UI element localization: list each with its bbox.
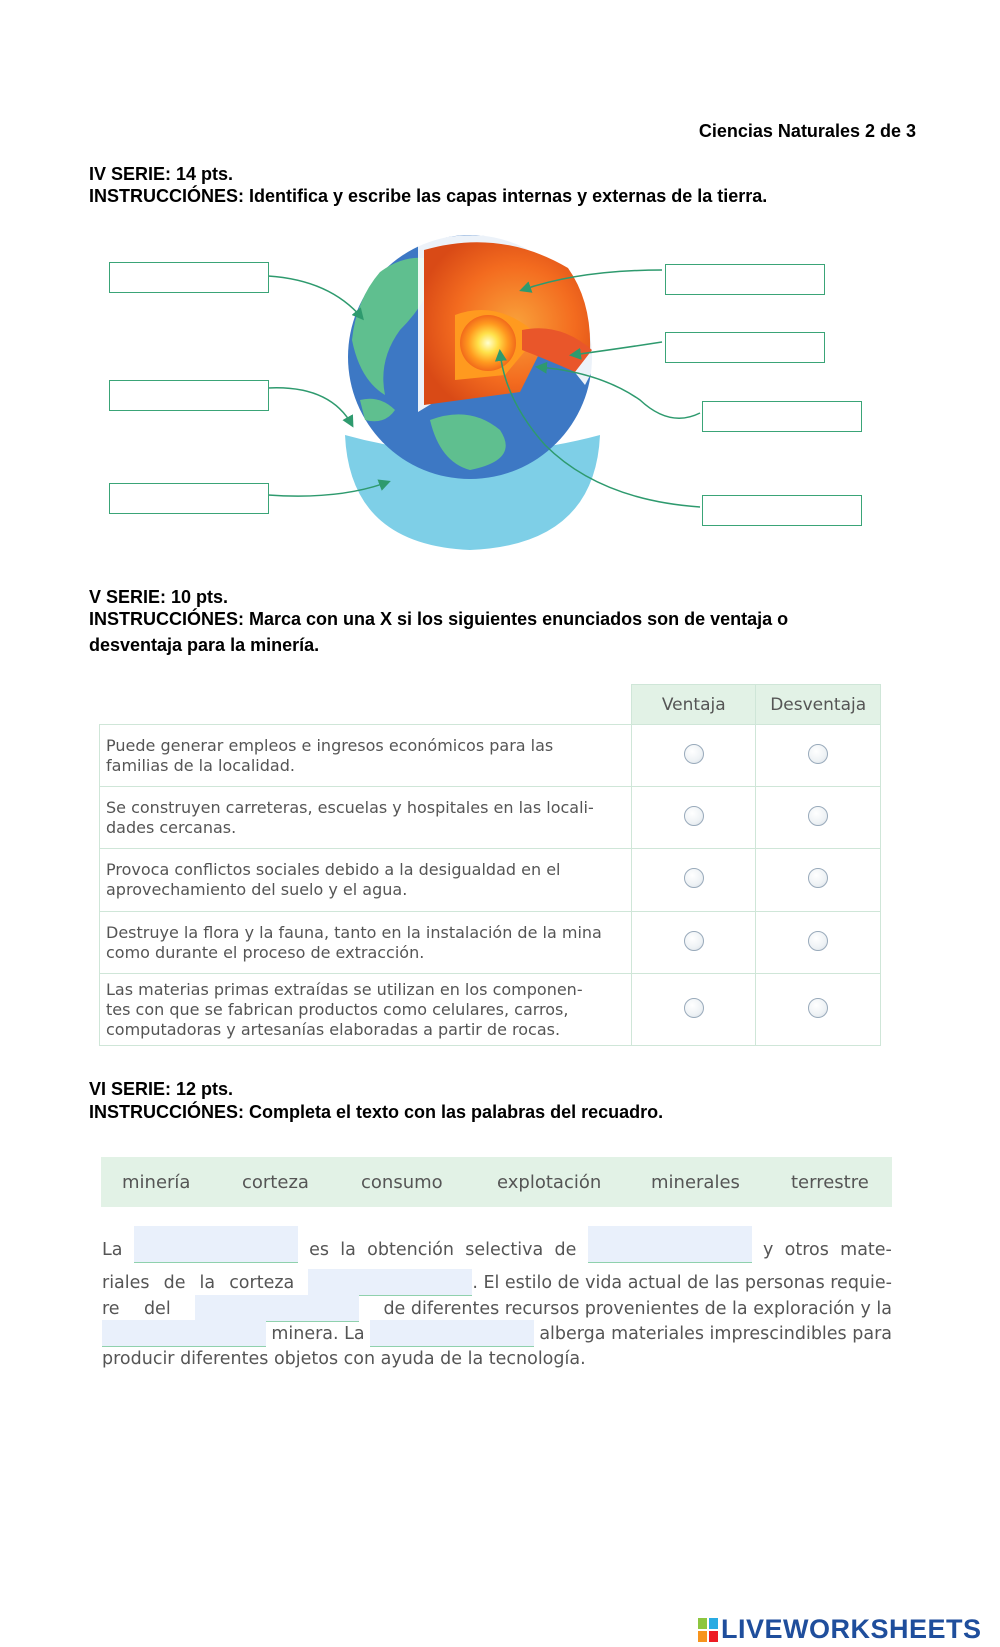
layer-label-box-5[interactable] [665, 332, 825, 363]
header-desventaja: Desventaja [756, 685, 881, 725]
text-word: y [763, 1240, 774, 1260]
word-bank-item: corteza [242, 1171, 309, 1193]
layer-label-box-2[interactable] [109, 380, 269, 411]
word-bank-item: terrestre [791, 1171, 869, 1193]
paragraph-line-1 [102, 1223, 892, 1263]
layer-label-box-7[interactable] [702, 495, 862, 526]
word-bank-item: consumo [361, 1171, 443, 1193]
desventaja-radio[interactable] [808, 868, 828, 888]
logo-text: LIVEWORKSHEETS [721, 1614, 982, 1644]
table-row [100, 974, 881, 1046]
layer-label-box-1[interactable] [109, 262, 269, 293]
ventaja-radio[interactable] [684, 998, 704, 1018]
statement-line: computadoras y artesanías elaboradas a partir de rocas. [106, 1019, 561, 1039]
layer-label-box-6[interactable] [702, 401, 862, 432]
section5-instructions-line1: INSTRUCCIÓNES: Marca con una X si los siguientes enunciados son de ventaja o [89, 609, 789, 629]
page-header-title: Ciencias Naturales 2 de 3 [698, 121, 916, 141]
paragraph-line-4 [102, 1320, 892, 1347]
statement-line: Provoca conflictos sociales debido a la desigualdad en el [106, 860, 561, 879]
paragraph-line-5 [102, 1346, 892, 1372]
desventaja-radio[interactable] [808, 744, 828, 764]
paragraph-line-2 [102, 1269, 892, 1296]
layer-label-box-3[interactable] [109, 483, 269, 514]
text-fragment: de diferentes recursos provenientes de la exploración y la [383, 1299, 892, 1319]
liveworksheets-logo [698, 1614, 982, 1645]
logo-icon [698, 1618, 718, 1642]
table-row [100, 849, 881, 912]
text-word: de [163, 1273, 186, 1293]
section5-instructions-line2: desventaja para la minería. [89, 635, 320, 655]
word-bank [101, 1157, 892, 1207]
statement-cell [100, 787, 632, 849]
text-word: La [102, 1240, 123, 1260]
blank-3[interactable] [308, 1269, 472, 1296]
blank-1[interactable] [134, 1226, 298, 1263]
word-bank-item: minería [122, 1171, 191, 1193]
desventaja-radio[interactable] [808, 931, 828, 951]
statement-cell [100, 725, 632, 787]
table-row [100, 725, 881, 787]
text-word: de [554, 1240, 577, 1260]
table-row [100, 912, 881, 974]
text-fragment: alberga materiales imprescindibles para [539, 1324, 892, 1344]
ventaja-radio[interactable] [684, 806, 704, 826]
word-bank-item: minerales [651, 1171, 740, 1193]
statement-line: familias de la localidad. [106, 755, 295, 775]
text-word: es [309, 1240, 329, 1260]
ventaja-radio[interactable] [684, 868, 704, 888]
inner-core [460, 315, 516, 371]
mining-table [99, 684, 881, 1046]
text-word: selectiva [465, 1240, 544, 1260]
statement-cell [100, 974, 632, 1046]
statement-line: tes con que se fabrican productos como celulares, carros, [106, 999, 569, 1019]
statement-line: como durante el proceso de extracción. [106, 942, 425, 962]
paragraph-line-3 [102, 1295, 892, 1322]
text-word: obtención [367, 1240, 454, 1260]
statement-line: aprovechamiento del suelo y el agua. [106, 880, 408, 899]
blank-2[interactable] [588, 1226, 752, 1263]
text-word: re [102, 1299, 120, 1319]
desventaja-radio[interactable] [808, 998, 828, 1018]
blank-with-text [308, 1269, 892, 1296]
statement-line: Las materias primas extraídas se utilizan en los componen- [106, 979, 583, 999]
text-fragment: minera. La [271, 1324, 365, 1344]
statement-line: Puede generar empleos e ingresos económicos para las [106, 735, 554, 755]
section4-serie: IV SERIE: 14 pts. [89, 164, 234, 184]
blank-4[interactable] [195, 1295, 359, 1322]
word-bank-item: explotación [497, 1171, 602, 1193]
text-fragment: producir diferentes objetos con ayuda de la tecnología. [102, 1349, 586, 1369]
text-word: la [340, 1240, 356, 1260]
table-row [100, 787, 881, 849]
section5-serie: V SERIE: 10 pts. [89, 587, 229, 607]
text-word: riales [102, 1273, 150, 1293]
text-word: la [199, 1273, 216, 1293]
text-word: otros [784, 1240, 829, 1260]
text-fragment: . El estilo de vida actual de las personas requie- [472, 1273, 892, 1293]
desventaja-radio[interactable] [808, 806, 828, 826]
statement-line: Se construyen carreteras, escuelas y hospitales en las locali- [106, 797, 594, 817]
blank-5[interactable] [102, 1320, 266, 1347]
text-word: corteza [229, 1273, 295, 1293]
section6-serie: VI SERIE: 12 pts. [89, 1079, 234, 1099]
statement-line: Destruye la flora y la fauna, tanto en la instalación de la mina [106, 922, 602, 942]
section4-instructions: INSTRUCCIÓNES: Identifica y escribe las capas internas y externas de la tierra. [89, 186, 768, 206]
section6-instructions: INSTRUCCIÓNES: Completa el texto con las palabras del recuadro. [89, 1102, 664, 1122]
text-word: mate- [840, 1240, 892, 1260]
statement-cell [100, 912, 632, 974]
blank-6[interactable] [370, 1320, 534, 1347]
header-ventaja: Ventaja [632, 685, 756, 725]
statement-line: dades cercanas. [106, 817, 237, 837]
layer-label-box-4[interactable] [665, 264, 825, 295]
text-word: del [143, 1299, 171, 1319]
ventaja-radio[interactable] [684, 931, 704, 951]
statement-cell [100, 849, 632, 912]
ventaja-radio[interactable] [684, 744, 704, 764]
